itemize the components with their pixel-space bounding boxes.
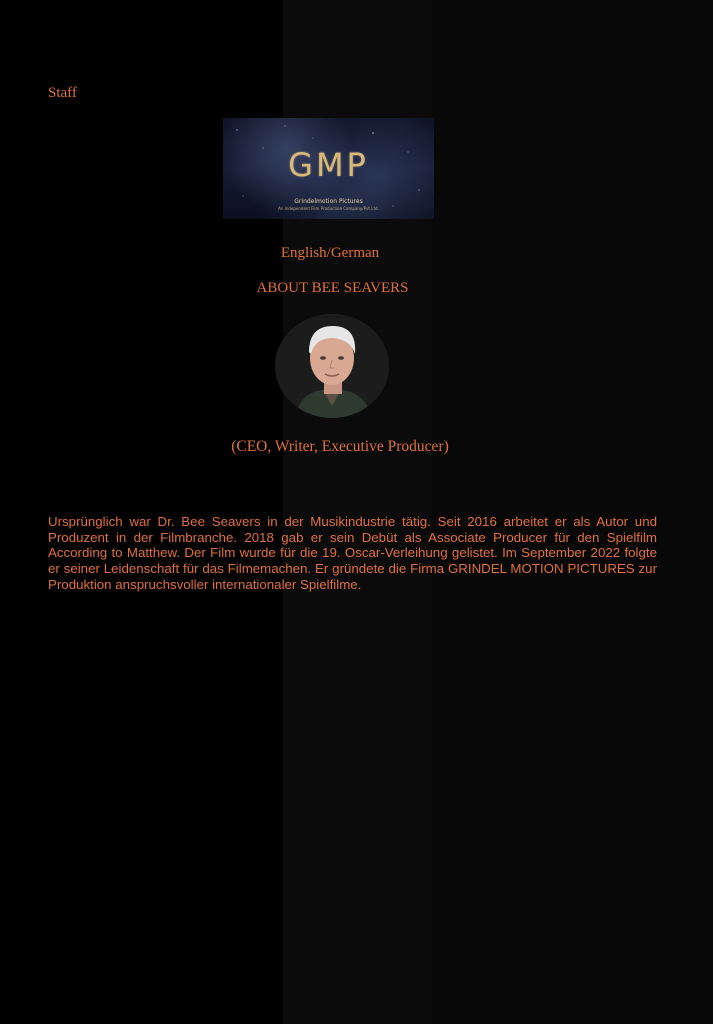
logo-mark: GMP: [288, 146, 369, 184]
company-logo: [223, 118, 434, 219]
role-subtitle: (CEO, Writer, Executive Producer): [231, 438, 449, 455]
portrait-image: [275, 314, 389, 418]
language-switch[interactable]: English/German: [280, 245, 380, 261]
avatar: [275, 314, 389, 418]
bio-paragraph: Ursprünglich war Dr. Bee Seavers in der Musikindustrie tätig. Seit 2016 arbeitet er als Autor und Produzent in der Filmbranche. 2018 gab er sein Debüt als Associate Producer für den Spielfilm According to Matthew. Der Film wurde für die 19. Oscar-Verleihung gelistet. Im September 2022 folgte er seiner Leidenschaft für das Filmemachen. Er gründete die Firma GRINDEL MOTION PICTURES zur Produktion anspruchsvoller internationaler Spielfilme.: [48, 514, 657, 592]
logo-tagline: An Independent Film Production Company/Pvt.Ltd.: [278, 206, 379, 211]
logo-company-name: Grindelmotion Pictures: [294, 198, 363, 205]
page-title: ABOUT BEE SEAVERS: [256, 280, 409, 296]
staff-link[interactable]: Staff: [48, 85, 77, 101]
